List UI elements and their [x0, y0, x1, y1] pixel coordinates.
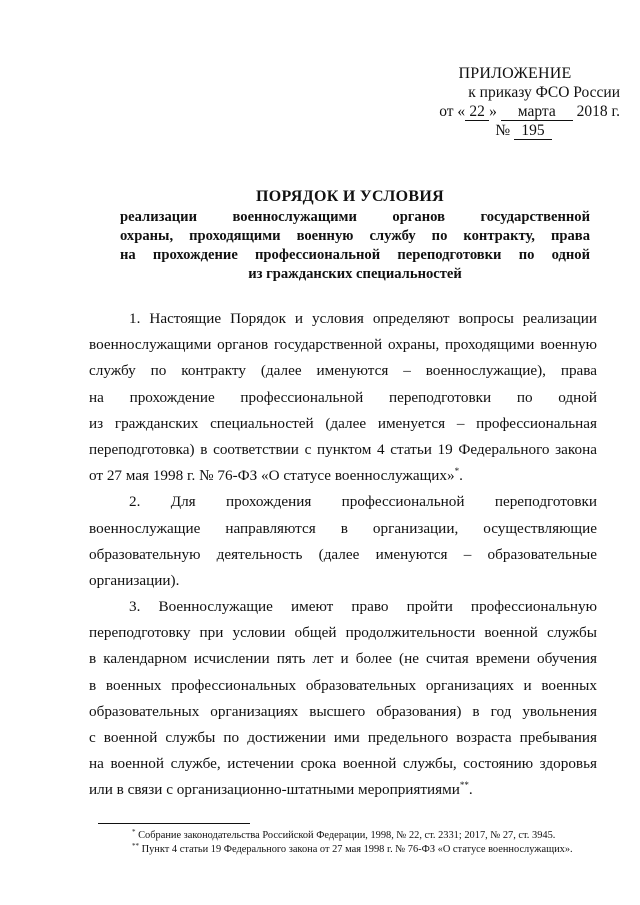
paragraph-1-last-text: от 27 мая 1998 г. № 76-ФЗ «О статусе военнослужащих»: [89, 467, 455, 485]
number-prefix: №: [495, 122, 511, 139]
footnote-text: Собрание законодательства Российской Федерации, 1998, № 22, ст. 2331; 2017, № 27, ст. 3945.: [138, 830, 556, 841]
date-day: 22: [465, 104, 489, 121]
paragraph-2-line: военнослужащие направляются в организации, осуществляющие: [89, 519, 597, 537]
document-body: [89, 306, 597, 804]
appendix-order-line: к приказу ФСО России: [468, 84, 620, 101]
footnote-divider: [98, 823, 250, 824]
paragraph-1-line: 1. Настоящие Порядок и условия определяют вопросы реализации: [129, 310, 597, 327]
footnote-mark: *: [132, 828, 136, 836]
footnote-ref-2: **: [459, 780, 469, 791]
paragraph-3-line: на военной службе, истечении срока военной службы, состоянию здоровья: [89, 755, 597, 773]
document-subtitle: [120, 208, 590, 284]
document-title: ПОРЯДОК И УСЛОВИЯ: [256, 188, 444, 205]
paragraph-1-line: военнослужащими органов государственной охраны, проходящими военную: [89, 336, 597, 354]
footnote-1: [132, 829, 612, 843]
subtitle-line: охраны, проходящими военную службу по контракту, права: [120, 228, 590, 244]
paragraph-1-line: службу по контракту (далее именуются – военнослужащие), права: [89, 362, 597, 380]
footnote-mark: **: [132, 842, 139, 850]
period: .: [468, 781, 473, 799]
appendix-title: ПРИЛОЖЕНИЕ: [458, 65, 572, 82]
paragraph-1-last-line: [89, 463, 597, 489]
subtitle-line: реализации военнослужащими органов государственной: [120, 209, 590, 225]
appendix-header: [390, 64, 620, 140]
date-year: 2018 г.: [576, 103, 620, 120]
paragraph-1-line: из гражданских специальностей (далее именуется – профессиональная: [89, 414, 597, 432]
footnote-text: Пункт 4 статьи 19 Федерального закона от 27 мая 1998 г. № 76-ФЗ «О статусе военнослужащих».: [141, 844, 573, 855]
paragraph-2-line: 2. Для прохождения профессиональной переподготовки: [129, 493, 597, 511]
paragraph-3-line: в календарном исчислении пять лет и более (не считая времени обучения: [89, 650, 597, 668]
appendix-number-line: [390, 121, 620, 140]
period: .: [459, 467, 463, 485]
paragraph-3-last-text: или в связи с организационно-штатными мероприятиями: [89, 781, 460, 799]
paragraph-3-line: в военных профессиональных образовательных организациях и военных: [89, 676, 597, 694]
appendix-date-line: [390, 102, 620, 121]
paragraph-3-last-line: [89, 777, 597, 803]
footnote-ref-1: *: [454, 466, 460, 477]
footnote-2: [132, 843, 612, 857]
order-number: 195: [514, 123, 552, 140]
paragraph-3-line: образовательных организациях высшего образования) в год увольнения: [89, 702, 597, 720]
paragraph-1-line: переподготовка) в соответствии с пунктом 4 статьи 19 Федерального закона: [89, 440, 597, 458]
subtitle-line: из гражданских специальностей: [248, 266, 462, 282]
date-month: марта: [501, 104, 573, 121]
paragraph-1-line: на прохождение профессиональной переподготовки по одной: [89, 388, 597, 406]
paragraph-2-line: образовательную деятельность (далее именуются – образовательные: [89, 545, 597, 563]
subtitle-line: на прохождение профессиональной переподготовки по одной: [120, 247, 590, 263]
date-prefix: от «: [439, 103, 466, 120]
paragraph-2-last-line: организации).: [89, 571, 180, 589]
paragraph-3-line: 3. Военнослужащие имеют право пройти профессиональную: [129, 598, 597, 616]
footnotes: [132, 829, 612, 857]
paragraph-3-line: с военной службы по достижении ими предельного возраста пребывания: [89, 729, 597, 746]
paragraph-3-line: переподготовку при условии общей продолжительности военной службы: [89, 624, 597, 642]
date-close-quote: »: [489, 103, 497, 120]
